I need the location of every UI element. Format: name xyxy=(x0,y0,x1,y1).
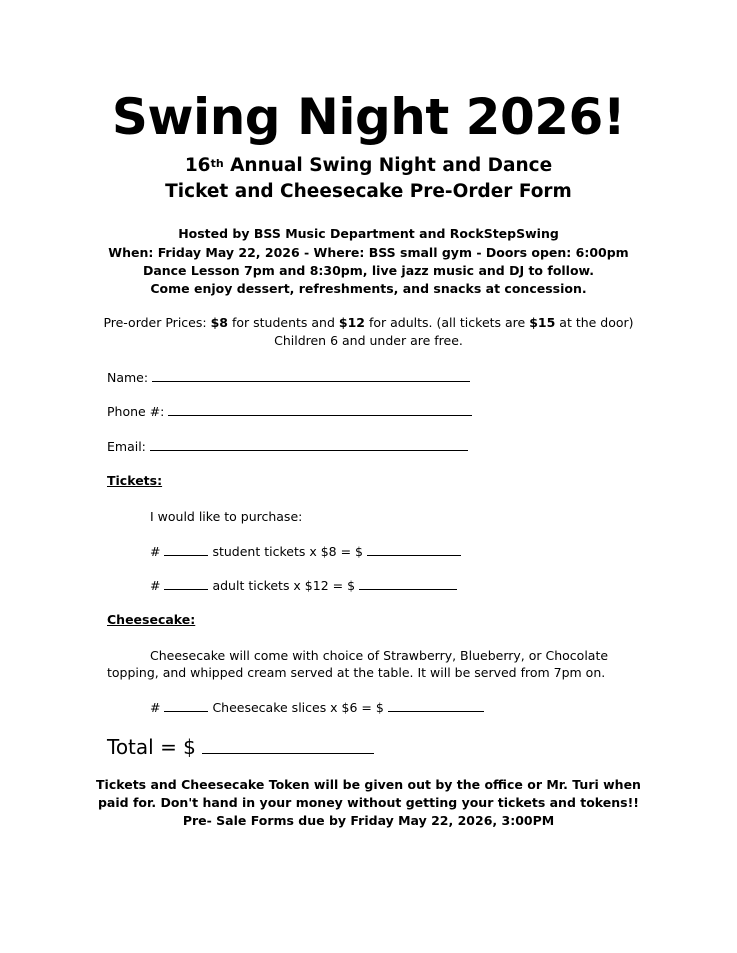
footer-note xyxy=(0,776,737,830)
subtitle-rest: Annual Swing Night and Dance xyxy=(223,155,553,176)
prices-text-3: for adults. (all tickets are xyxy=(364,315,530,330)
adult-tickets-row xyxy=(150,577,457,595)
subtitle-form: Ticket and Cheesecake Pre-Order Form xyxy=(165,181,572,202)
cheesecake-heading: Cheesecake: xyxy=(107,612,196,627)
door-price: $15 xyxy=(529,315,556,330)
adult-hash: # xyxy=(150,578,161,593)
subtitle-number: 16 xyxy=(184,155,211,176)
cheesecake-row xyxy=(150,699,484,717)
subtitle-ordinal: th xyxy=(210,157,224,170)
children-free: Children 6 and under are free. xyxy=(274,333,463,348)
name-label: Name: xyxy=(107,370,149,385)
student-amount-field[interactable] xyxy=(367,543,461,556)
email-row xyxy=(107,438,468,456)
phone-field[interactable] xyxy=(168,403,472,416)
cheesecake-amount-field[interactable] xyxy=(388,699,484,712)
cheesecake-quantity-field[interactable] xyxy=(164,699,208,712)
concession-note: Come enjoy dessert, refreshments, and snacks at concession. xyxy=(150,281,587,296)
email-field[interactable] xyxy=(150,438,468,451)
total-field[interactable] xyxy=(202,735,374,754)
cheesecake-hash: # xyxy=(150,700,161,715)
name-row xyxy=(107,369,470,387)
student-tickets-row xyxy=(150,543,461,561)
tickets-intro: I would like to purchase: xyxy=(150,509,303,524)
phone-row xyxy=(107,403,472,421)
dance-lesson: Dance Lesson 7pm and 8:30pm, live jazz music and DJ to follow. xyxy=(142,263,595,278)
adult-amount-field[interactable] xyxy=(359,577,457,590)
prices-text-2: for students and xyxy=(227,315,339,330)
footer-line-1: Tickets and Cheesecake Token will be given out by the office or Mr. Turi when xyxy=(96,777,641,792)
student-price: $8 xyxy=(210,315,228,330)
email-label: Email: xyxy=(107,439,146,454)
phone-label: Phone #: xyxy=(107,404,165,419)
subtitle-annual xyxy=(0,154,737,178)
footer-line-3: Pre- Sale Forms due by Friday May 22, 2026, 3:00PM xyxy=(182,813,555,828)
hosted-by: Hosted by BSS Music Department and RockStepSwing xyxy=(178,226,559,241)
cheesecake-desc-line2: topping, and whipped cream served at the table. It will be served from 7pm on. xyxy=(107,665,606,680)
total-label: Total = $ xyxy=(107,735,196,759)
student-hash: # xyxy=(150,544,161,559)
student-tickets-text: student tickets x $8 = $ xyxy=(212,544,363,559)
adult-quantity-field[interactable] xyxy=(164,577,208,590)
adult-price: $12 xyxy=(338,315,365,330)
preorder-prices xyxy=(0,313,737,332)
tickets-heading: Tickets: xyxy=(107,473,163,488)
footer-line-2: paid for. Don't hand in your money without getting your tickets and tokens!! xyxy=(97,795,639,810)
page-title: Swing Night 2026! xyxy=(111,88,626,146)
event-when-where: When: Friday May 22, 2026 - Where: BSS small gym - Doors open: 6:00pm xyxy=(108,245,629,260)
name-field[interactable] xyxy=(152,369,470,382)
prices-text-1: Pre-order Prices: xyxy=(103,315,211,330)
adult-tickets-text: adult tickets x $12 = $ xyxy=(212,578,356,593)
student-quantity-field[interactable] xyxy=(164,543,208,556)
cheesecake-desc-line1: Cheesecake will come with choice of Strawberry, Blueberry, or Chocolate xyxy=(150,648,609,663)
cheesecake-text: Cheesecake slices x $6 = $ xyxy=(212,700,384,715)
total-row xyxy=(107,734,374,760)
prices-text-4: at the door) xyxy=(555,315,634,330)
